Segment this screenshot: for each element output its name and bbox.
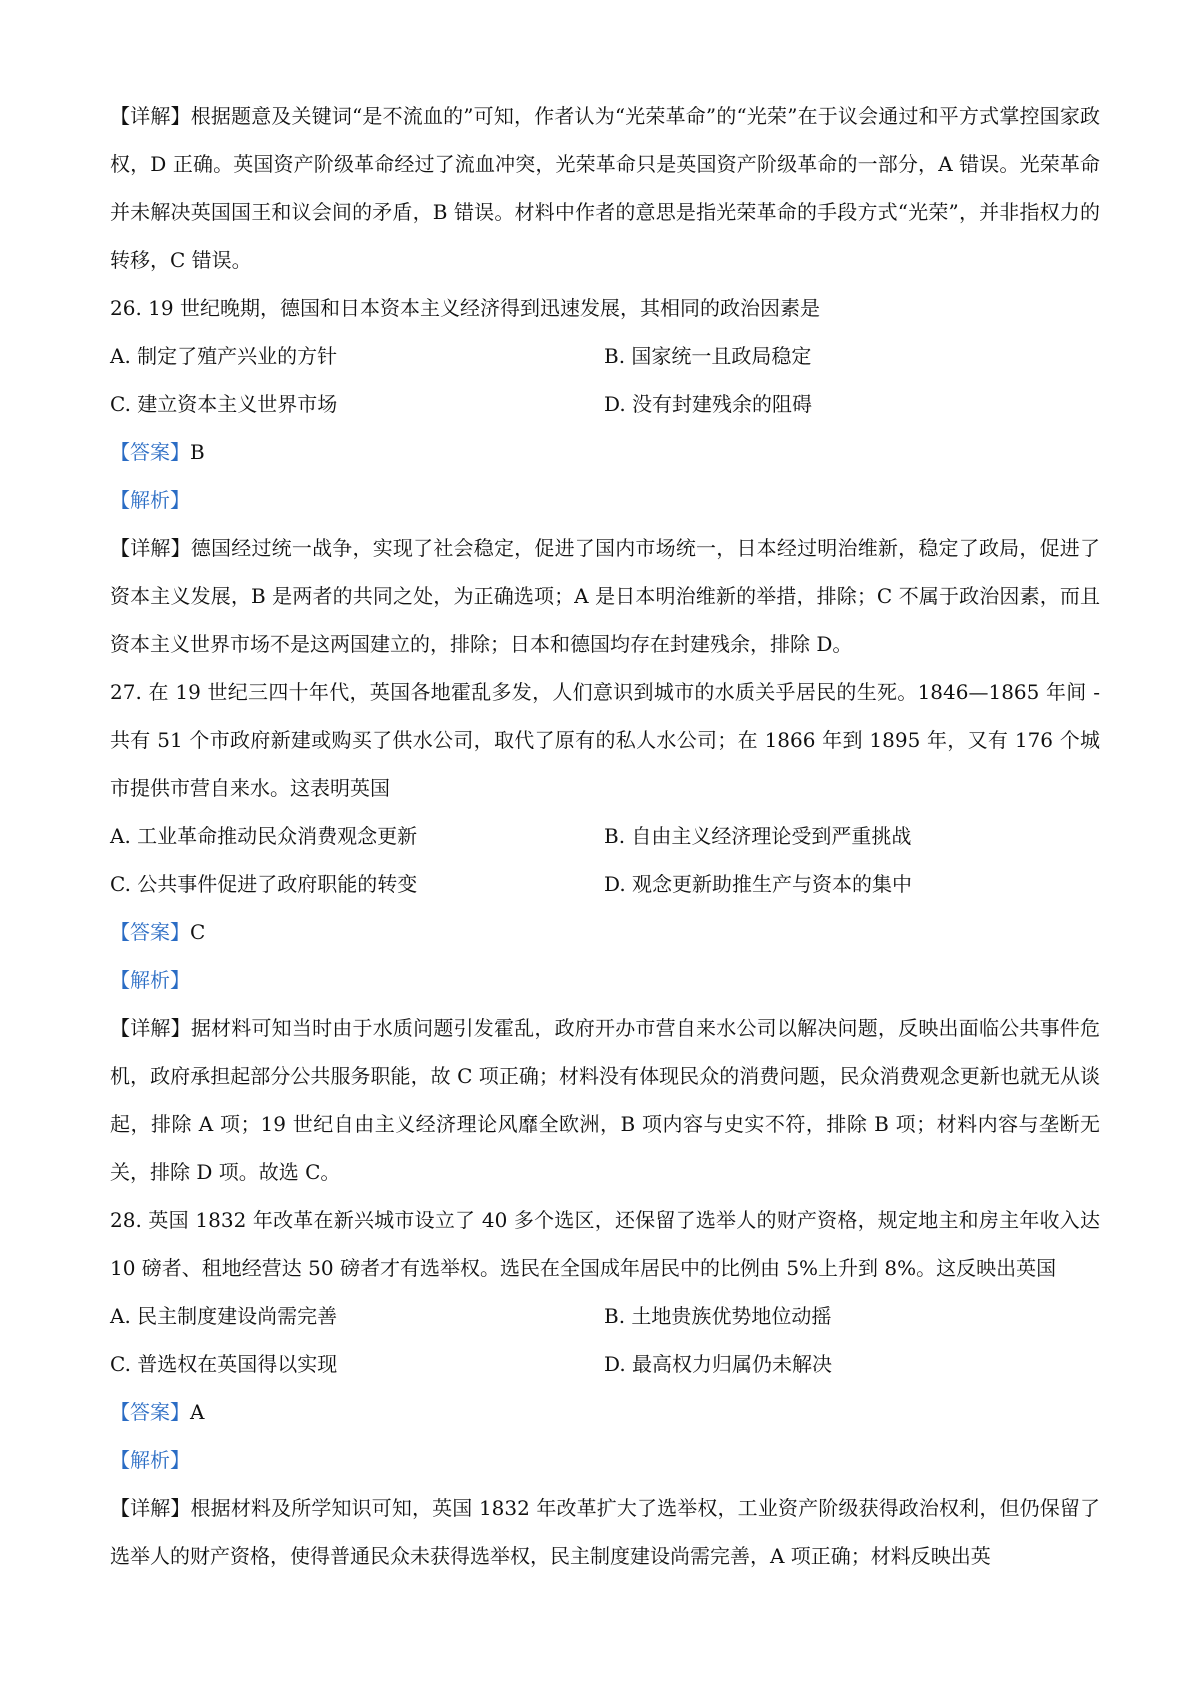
document-page (110, 92, 1100, 1580)
q26-detail-text: 德国经过统一战争，实现了社会稳定，促进了国内市场统一，日本经过明治维新，稳定了政局，促进了资本主义发展，B 是两者的共同之处，为正确选项；A 是日本明治维新的举措，排除；C 不属于政治因素，而且资本主义世界市场不是这两国建立的，排除；日本和德国均存在封建残余，排除 D。 (110, 536, 1101, 656)
q27-answer-value: C (190, 920, 206, 944)
q28-option-b: B. 土地贵族优势地位动摇 (604, 1304, 832, 1328)
q26-detail (110, 524, 1100, 668)
answer-tag: 【答案】 (110, 1400, 190, 1424)
q26-answer-value: B (190, 440, 205, 464)
q28-analysis-tag: 【解析】 (110, 1448, 190, 1472)
q28-option-c: C. 普选权在英国得以实现 (110, 1352, 338, 1376)
q26-option-d: D. 没有封建残余的阻碍 (604, 392, 813, 416)
q26-options (110, 332, 1100, 428)
q27-option-d: D. 观念更新助推生产与资本的集中 (604, 872, 913, 896)
q28-option-a: A. 民主制度建设尚需完善 (110, 1304, 338, 1328)
q26-option-b: B. 国家统一且政局稳定 (604, 344, 812, 368)
q27-detail (110, 1004, 1100, 1196)
q27-detail-text: 据材料可知当时由于水质问题引发霍乱，政府开办市营自来水公司以解决问题，反映出面临公共事件危机，政府承担起部分公共服务职能，故 C 项正确；材料没有体现民众的消费问题，民众消费观念更新也就无从谈起，排除 A 项；19 世纪自由主义经济理论风靡全欧洲，B 项内容与史实不符，排除 B 项；材料内容与垄断无关，排除 D 项。故选 C。 (110, 1016, 1101, 1184)
q26-option-a: A. 制定了殖产兴业的方针 (110, 344, 338, 368)
q28-answer-value: A (190, 1400, 205, 1424)
q27-option-a: A. 工业革命推动民众消费观念更新 (110, 824, 418, 848)
detail-tag: 【详解】 (110, 1016, 191, 1040)
detail-tag: 【详解】 (110, 1496, 191, 1520)
q28-option-d: D. 最高权力归属仍未解决 (604, 1352, 833, 1376)
q27-stem: 27. 在 19 世纪三四十年代，英国各地霍乱多发，人们意识到城市的水质关乎居民的生死。1846—1865 年间 -共有 51 个市政府新建或购买了供水公司，取代了原有的私人水公司；在 1866 年到 1895 年，又有 176 个城市提供市营自来水。这表明英国 (110, 680, 1100, 800)
q27-analysis-tag: 【解析】 (110, 968, 190, 992)
q28-options (110, 1292, 1100, 1388)
q25-detail-text: 根据题意及关键词“是不流血的”可知，作者认为“光荣革命”的“光荣”在于议会通过和平方式掌控国家政权，D 正确。英国资产阶级革命经过了流血冲突，光荣革命只是英国资产阶级革命的一部分，A 错误。光荣革命并未解决英国国王和议会间的矛盾，B 错误。材料中作者的意思是指光荣革命的手段方式“光荣”，并非指权力的转移，C 错误。 (110, 104, 1100, 272)
answer-tag: 【答案】 (110, 440, 190, 464)
answer-tag: 【答案】 (110, 920, 190, 944)
q26-option-c: C. 建立资本主义世界市场 (110, 392, 338, 416)
detail-tag: 【详解】 (110, 104, 191, 128)
q26-stem: 26. 19 世纪晚期，德国和日本资本主义经济得到迅速发展，其相同的政治因素是 (110, 296, 820, 320)
q28-stem: 28. 英国 1832 年改革在新兴城市设立了 40 多个选区，还保留了选举人的财产资格，规定地主和房主年收入达 10 磅者、租地经营达 50 磅者才有选举权。选民在全国成年居民中的比例由 5%上升到 8%。这反映出英国 (110, 1208, 1100, 1280)
q26-answer (110, 428, 1100, 476)
detail-tag: 【详解】 (110, 536, 191, 560)
q28-detail (110, 1484, 1100, 1580)
q26-analysis-tag: 【解析】 (110, 488, 190, 512)
q28-answer (110, 1388, 1100, 1436)
q28-detail-text: 根据材料及所学知识可知，英国 1832 年改革扩大了选举权，工业资产阶级获得政治权利，但仍保留了选举人的财产资格，使得普通民众未获得选举权，民主制度建设尚需完善，A 项正确；材料反映出英 (110, 1496, 1100, 1568)
q27-answer (110, 908, 1100, 956)
q27-options (110, 812, 1100, 908)
q27-option-c: C. 公共事件促进了政府职能的转变 (110, 872, 418, 896)
q27-option-b: B. 自由主义经济理论受到严重挑战 (604, 824, 912, 848)
q25-detail (110, 92, 1100, 284)
